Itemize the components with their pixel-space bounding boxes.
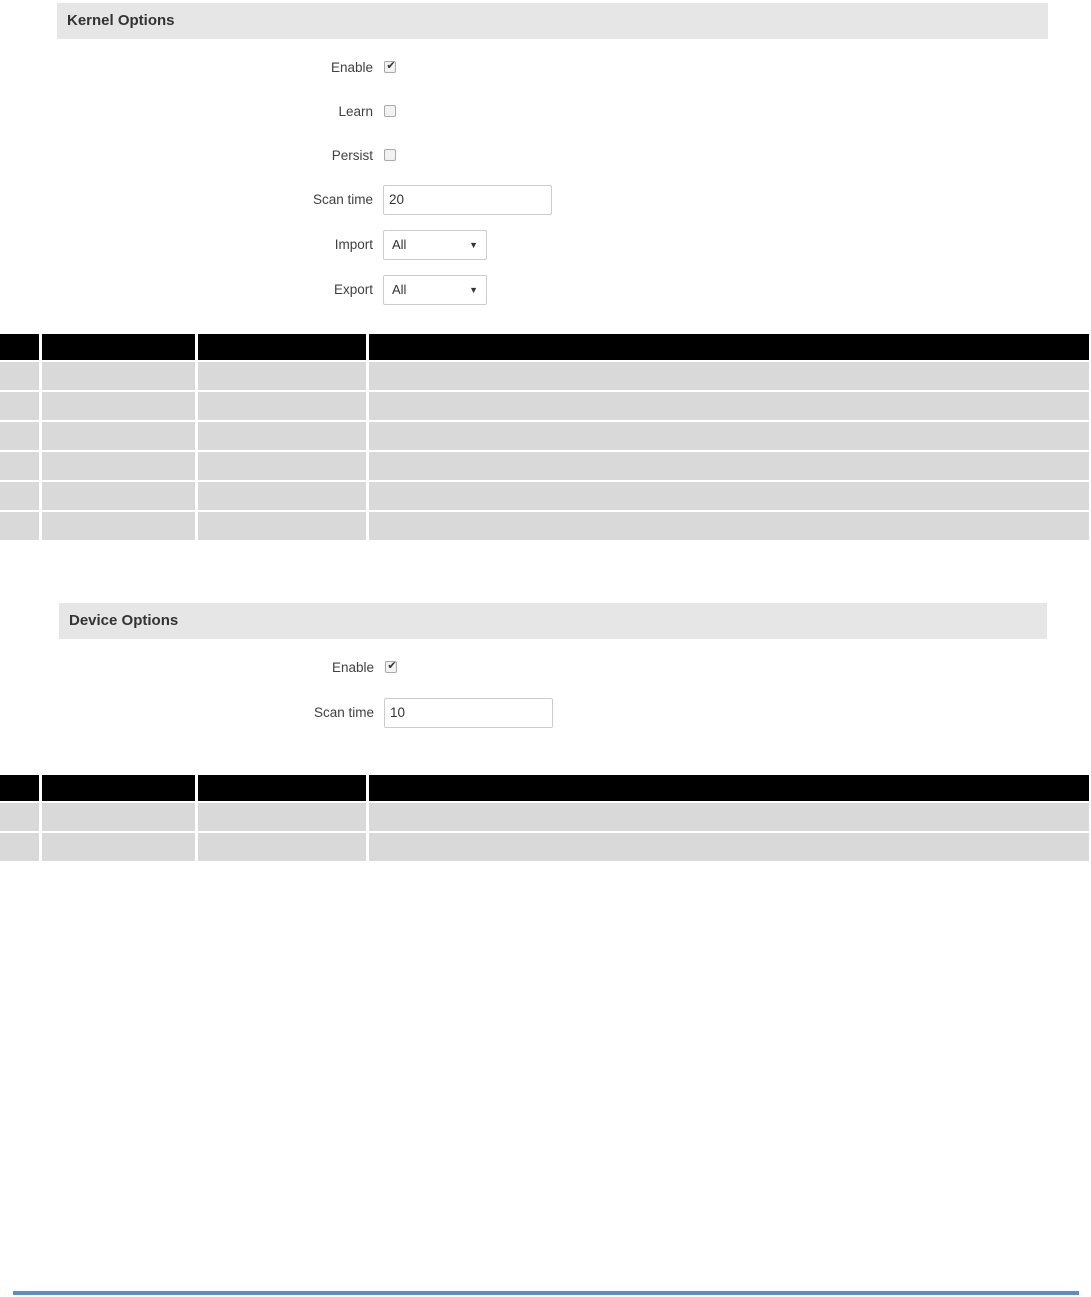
kernel-export-label: Export	[333, 282, 373, 297]
kernel-learn-label: Learn	[338, 104, 373, 119]
kernel-export-value: All	[392, 282, 407, 297]
dropdown-arrow-icon: ▼	[469, 285, 478, 295]
kernel-import-label: Import	[334, 237, 373, 252]
kernel-scan-time-label: Scan time	[312, 192, 373, 207]
table-row	[0, 360, 1089, 390]
table-row	[0, 480, 1089, 510]
device-scan-time-row	[0, 698, 1091, 728]
checkmark-icon: ✔	[387, 660, 397, 672]
kernel-export-select[interactable]	[383, 275, 487, 305]
kernel-persist-label: Persist	[331, 148, 373, 163]
table-row	[0, 390, 1089, 420]
kernel-export-row	[0, 275, 1091, 305]
kernel-enable-label: Enable	[330, 60, 373, 75]
device-table	[0, 775, 1089, 861]
kernel-learn-row	[0, 97, 1091, 127]
kernel-options-header: Kernel Options	[57, 3, 1048, 39]
table-row	[0, 510, 1089, 540]
table-row	[0, 831, 1089, 861]
kernel-persist-row	[0, 141, 1091, 171]
kernel-import-value: All	[392, 237, 407, 252]
kernel-import-row	[0, 230, 1091, 260]
device-options-header: Device Options	[59, 603, 1047, 639]
kernel-scan-time-row	[0, 185, 1091, 215]
device-scan-time-input[interactable]: 10	[384, 698, 553, 728]
device-enable-row	[0, 653, 1091, 683]
dropdown-arrow-icon: ▼	[469, 240, 478, 250]
table-header	[0, 334, 1089, 360]
kernel-table	[0, 334, 1089, 540]
footer-divider	[13, 1291, 1079, 1295]
table-row	[0, 420, 1089, 450]
checkmark-icon: ✔	[386, 60, 396, 72]
device-scan-time-label: Scan time	[313, 705, 374, 720]
table-row	[0, 450, 1089, 480]
kernel-enable-row	[0, 53, 1091, 83]
kernel-scan-time-input[interactable]: 20	[383, 185, 552, 215]
kernel-import-select[interactable]	[383, 230, 487, 260]
table-header	[0, 775, 1089, 801]
device-enable-label: Enable	[331, 660, 374, 675]
table-row	[0, 801, 1089, 831]
